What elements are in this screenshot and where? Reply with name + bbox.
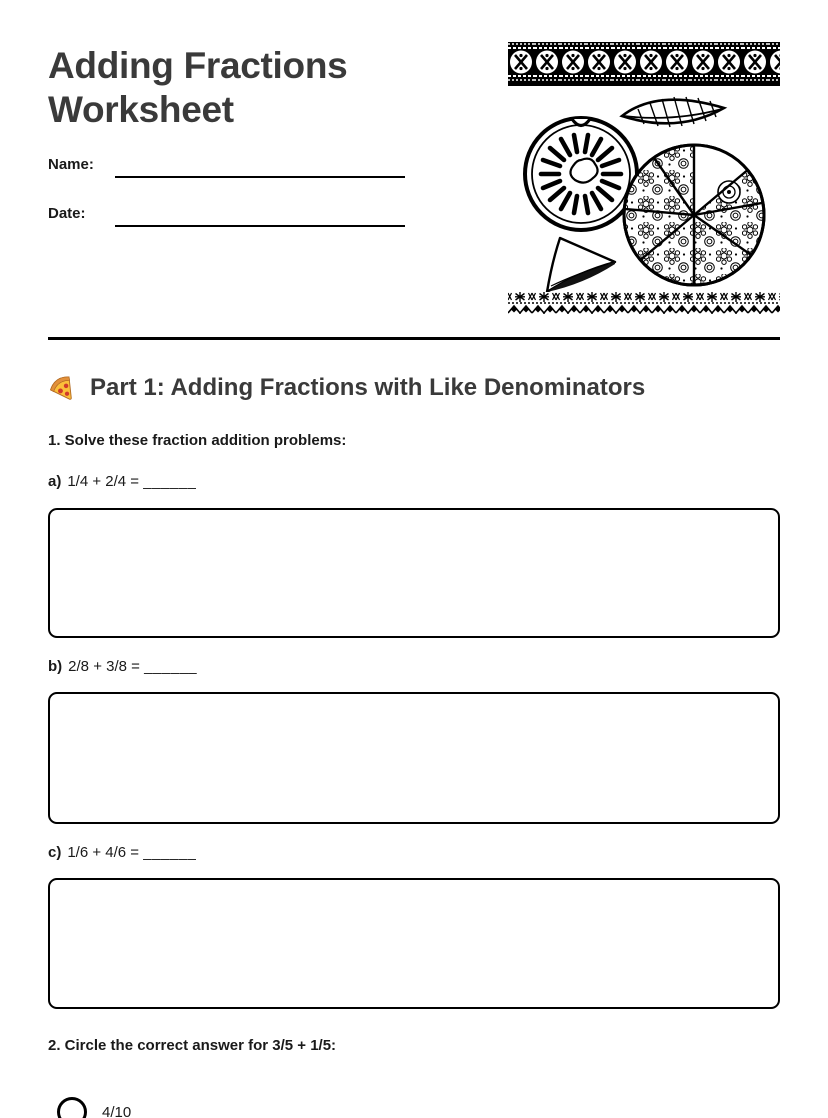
problem-a-expression: 1/4 + 2/4 = (67, 473, 140, 491)
kiwi-slice-drawing (525, 118, 637, 230)
date-input-line[interactable] (115, 205, 405, 227)
pizza-slice-outline-drawing (547, 238, 615, 292)
name-field-row (48, 156, 408, 178)
question2-prompt: 2. Circle the correct answer for 3/5 + 1/5: (48, 1037, 337, 1055)
problem-a-label: a) (48, 473, 62, 491)
option-radio-circle[interactable] (57, 1097, 87, 1118)
decorative-border-bottom (508, 292, 780, 314)
page-title: Adding Fractions Worksheet (48, 45, 348, 130)
date-field-row (48, 205, 408, 227)
problem-c-line (48, 844, 780, 862)
problem-b-answer-box[interactable] (48, 692, 780, 824)
name-label: Name: (48, 156, 94, 174)
problem-a-line (48, 473, 780, 491)
problem-c-expression: 1/6 + 4/6 = (67, 844, 140, 862)
problem-a-answer-box[interactable] (48, 508, 780, 638)
problem-b-answer-blank[interactable]: ______ (144, 658, 198, 676)
pizza-slice-icon (48, 373, 78, 403)
problem-c-answer-blank[interactable]: ______ (143, 844, 197, 862)
option-label: 4/10 (102, 1103, 132, 1118)
question1-prompt: 1. Solve these fraction addition problems: (48, 432, 347, 450)
section-divider (48, 337, 780, 340)
problem-c-answer-box[interactable] (48, 878, 780, 1009)
problem-b-label: b) (48, 658, 63, 676)
problem-b-expression: 2/8 + 3/8 = (68, 658, 140, 676)
name-input-line[interactable] (115, 156, 405, 178)
part1-heading (48, 373, 780, 403)
leaf-drawing (622, 97, 724, 127)
problem-c-label: c) (48, 844, 62, 862)
answer-option-row (57, 1097, 780, 1118)
decorated-pie-drawing (624, 145, 764, 285)
problem-b-line (48, 658, 780, 676)
problem-a-answer-blank[interactable]: ______ (143, 473, 197, 491)
header-illustration (508, 40, 780, 316)
part1-heading-text: Part 1: Adding Fractions with Like Denominators (90, 374, 646, 402)
date-label: Date: (48, 205, 86, 223)
decorative-border-top (508, 42, 780, 86)
